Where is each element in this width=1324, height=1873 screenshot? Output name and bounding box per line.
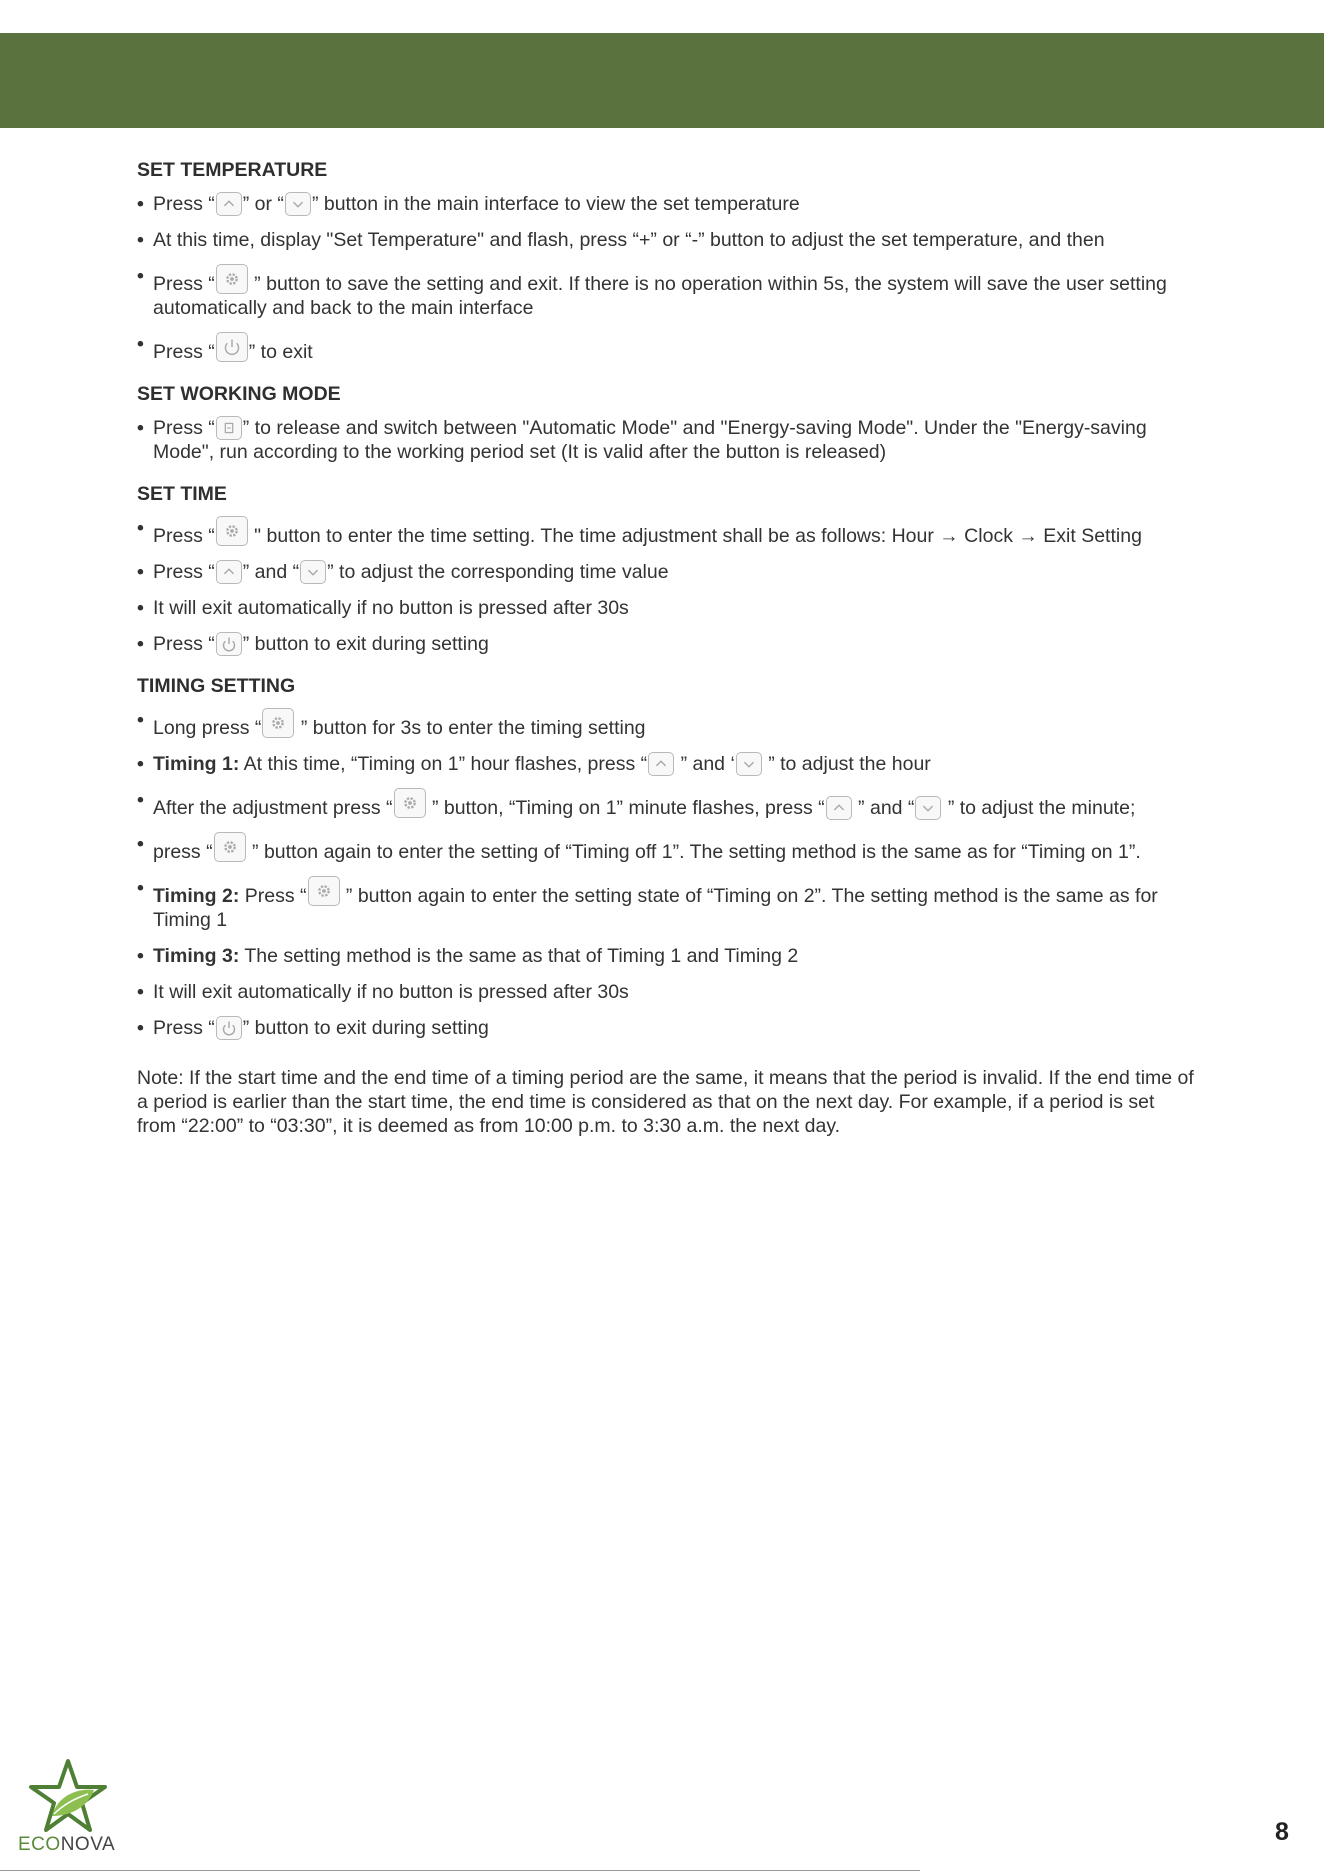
- list-item: • At this time, display "Set Temperature" and flash, press “+” or “-” button to adjust the set temperature, and then: [137, 228, 1197, 252]
- list-item: • press “ ” button again to enter the setting of “Timing off 1”. The setting method is the same as for “Timing on 1”.: [137, 832, 1197, 864]
- gear-icon: [216, 264, 248, 294]
- list-item: • Press “ ” button to exit during setting: [137, 1016, 1197, 1040]
- list-item: • Press “ ” or “ ” button in the main interface to view the set temperature: [137, 192, 1197, 216]
- econova-logo: [18, 1758, 128, 1858]
- gear-icon: [216, 516, 248, 546]
- power-icon: [216, 1016, 242, 1040]
- logo-wordmark: ECONOVA: [18, 1834, 116, 1855]
- footer-divider: [0, 1870, 920, 1871]
- chevron-up-icon: [216, 560, 242, 584]
- gear-icon: [214, 832, 246, 862]
- gear-icon: [308, 876, 340, 906]
- instructions-content: [137, 158, 1197, 1138]
- section-title: SET TIME: [137, 483, 227, 505]
- list-item: • Long press “ ” button for 3s to enter the timing setting: [137, 708, 1197, 740]
- chevron-down-icon: [736, 752, 762, 776]
- chevron-up-icon: [216, 192, 242, 216]
- section-title: SET WORKING MODE: [137, 383, 341, 405]
- list-item: • Press “ ” and “ ” to adjust the corresponding time value: [137, 560, 1197, 584]
- page-number: 8: [1275, 1818, 1289, 1846]
- list-item: • Press “ ” to release and switch between "Automatic Mode" and "Energy-saving Mode". Under the "Energy-saving Mode", run according to the working period set (It is valid after the button is released): [137, 416, 1197, 464]
- section-timing-setting: [137, 674, 1197, 1040]
- section-set-working-mode: [137, 382, 1197, 464]
- list-item: • Timing 3: The setting method is the same as that of Timing 1 and Timing 2: [137, 944, 1197, 968]
- section-set-time: [137, 482, 1197, 656]
- gear-icon: [262, 708, 294, 738]
- chevron-down-icon: [915, 796, 941, 820]
- list-item: • Press “ ” to exit: [137, 332, 1197, 364]
- chevron-down-icon: [300, 560, 326, 584]
- chevron-up-icon: [826, 796, 852, 820]
- chevron-up-icon: [648, 752, 674, 776]
- section-title: TIMING SETTING: [137, 675, 296, 697]
- note-paragraph: Note: If the start time and the end time of a timing period are the same, it means that the period is invalid. If the end time of a period is earlier than the start time, the end time is considered as that on the next day. For example, if a period is set from “22:00” to “03:30”, it is deemed as from 10:00 p.m. to 3:30 a.m. the next day.: [137, 1067, 1194, 1137]
- header-band: [0, 33, 1324, 128]
- list-item: • It will exit automatically if no button is pressed after 30s: [137, 980, 1197, 1004]
- list-item: • Timing 1: At this time, “Timing on 1” hour flashes, press “ ” and ‘ ” to adjust the hour: [137, 752, 1197, 776]
- section-set-temperature: [137, 158, 1197, 364]
- star-leaf-icon: [28, 1758, 108, 1834]
- list-item: • After the adjustment press “ ” button, “Timing on 1” minute flashes, press “ ” and “ ” to adjust the minute;: [137, 788, 1197, 820]
- mode-icon: [216, 416, 242, 440]
- power-icon: [216, 632, 242, 656]
- list-item: • Press “ " button to enter the time setting. The time adjustment shall be as follows: Hour → Clock → Exit Setting: [137, 516, 1197, 548]
- gear-icon: [394, 788, 426, 818]
- section-title: SET TEMPERATURE: [137, 159, 328, 181]
- power-icon: [216, 332, 248, 362]
- chevron-down-icon: [285, 192, 311, 216]
- list-item: • Press “ ” button to exit during setting: [137, 632, 1197, 656]
- list-item: • It will exit automatically if no button is pressed after 30s: [137, 596, 1197, 620]
- list-item: • Press “ ” button to save the setting and exit. If there is no operation within 5s, the system will save the user setting automatically and back to the main interface: [137, 264, 1197, 320]
- list-item: • Timing 2: Press “ ” button again to enter the setting state of “Timing on 2”. The setting method is the same as for Timing 1: [137, 876, 1197, 932]
